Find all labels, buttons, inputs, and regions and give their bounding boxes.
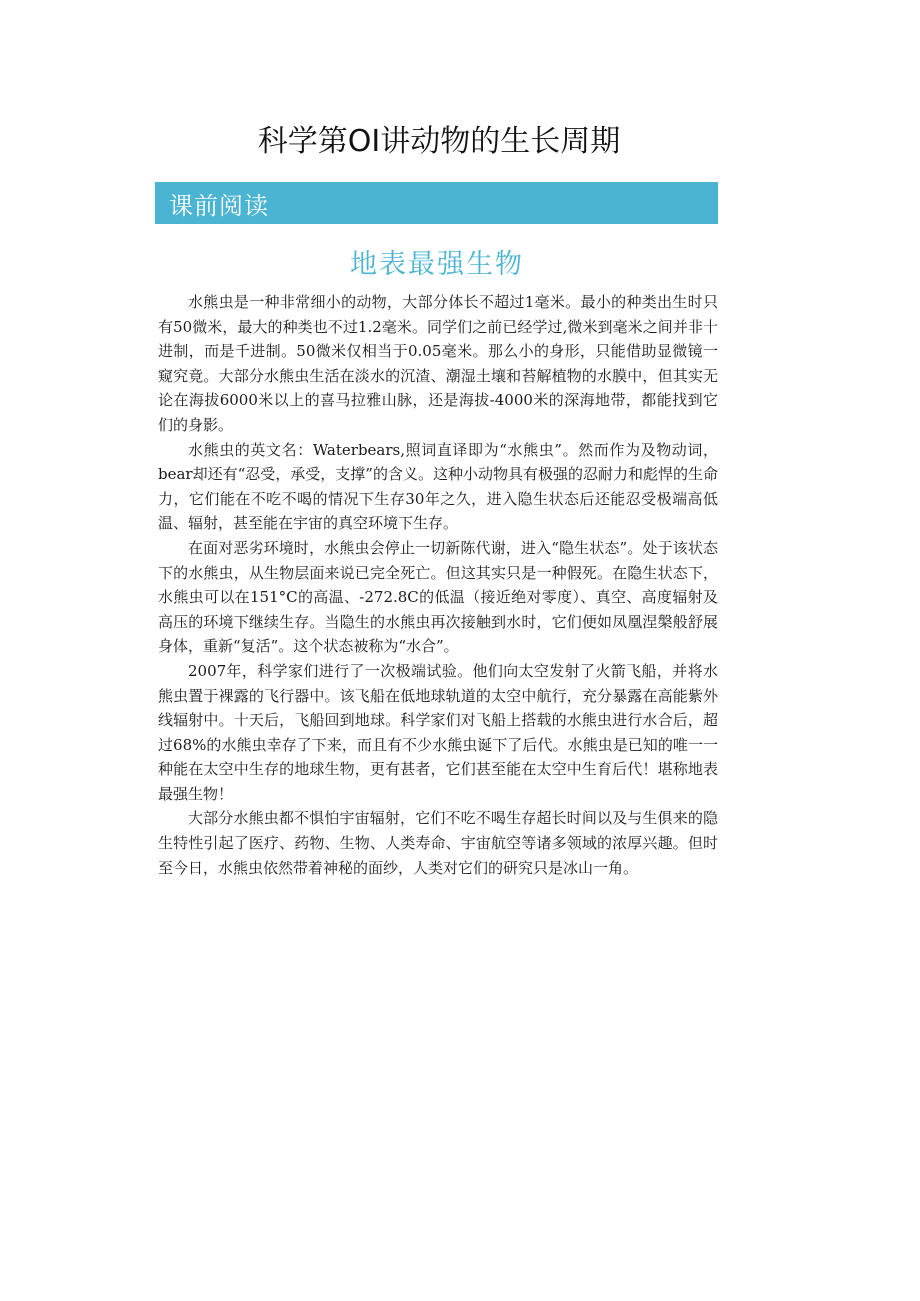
- page-title: 科学第OI讲动物的生长周期: [257, 124, 621, 159]
- article-paragraph: 2007年，科学家们进行了一次极端试验。他们向太空发射了火箭飞船，并将水熊虫置于裸露的飞行器中。该飞船在低地球轨道的太空中航行，充分暴露在高能紫外线辐射中。十天后，飞船回到地球。科学家们对飞船上搭载的水熊虫进行水合后，超过68%的水熊虫幸存了下来，而且有不少水熊虫诞下了后代。水熊虫是已知的唯一一种能在太空中生存的地球生物，更有甚者，它们甚至能在太空中生育后代！堪称地表最强生物！: [158, 661, 718, 803]
- article-body: [158, 290, 718, 880]
- article-paragraph: 大部分水熊虫都不惧怕宇宙辐射，它们不吃不喝生存超长时间以及与生俱来的隐生特性引起了医疗、药物、生物、人类寿命、宇宙航空等诸多领域的浓厚兴趣。但时至今日，水熊虫依然带着神秘的面纱，人类对它们的研究只是冰山一角。: [158, 809, 718, 877]
- article-title: 地表最强生物: [350, 249, 524, 280]
- section-banner: [155, 182, 718, 224]
- section-label: 课前阅读: [169, 191, 269, 220]
- article-paragraph: 水熊虫是一种非常细小的动物，大部分体长不超过1毫米。最小的种类出生时只有50微米，最大的种类也不过1.2毫米。同学们之前已经学过,微米到毫米之间并非十进制，而是千进制。50微米仅相当于0.05毫米。那么小的身形，只能借助显微镜一窥究竟。大部分水熊虫生活在淡水的沉渣、潮湿土壤和苔解植物的水膜中，但其实无论在海拔6000米以上的喜马拉雅山脉，还是海拔-4000米的深海地带，都能找到它们的身影。: [158, 293, 718, 434]
- article-paragraph: 在面对恶劣环境时，水熊虫会停止一切新陈代谢，进入“隐生状态”。处于该状态下的水熊虫，从生物层面来说已完全死亡。但这其实只是一种假死。在隐生状态下，水熊虫可以在151°C的高温、-272.8C的低温（接近绝对零度）、真空、高度辐射及高压的环境下继续生存。当隐生的水熊虫再次接触到水时，它们便如凤凰涅槃般舒展身体，重新“复活”。这个状态被称为“水合”。: [158, 538, 718, 656]
- article-paragraph: 水熊虫的英文名：Waterbears,照词直译即为“水熊虫”。然而作为及物动词，bear却还有“忍受，承受，支撑”的含义。这种小动物具有极强的忍耐力和彪悍的生命力，它们能在不吃不喝的情况下生存30年之久，进入隐生状态后还能忍受极端高低温、辐射，甚至能在宇宙的真空环境下生存。: [158, 440, 718, 533]
